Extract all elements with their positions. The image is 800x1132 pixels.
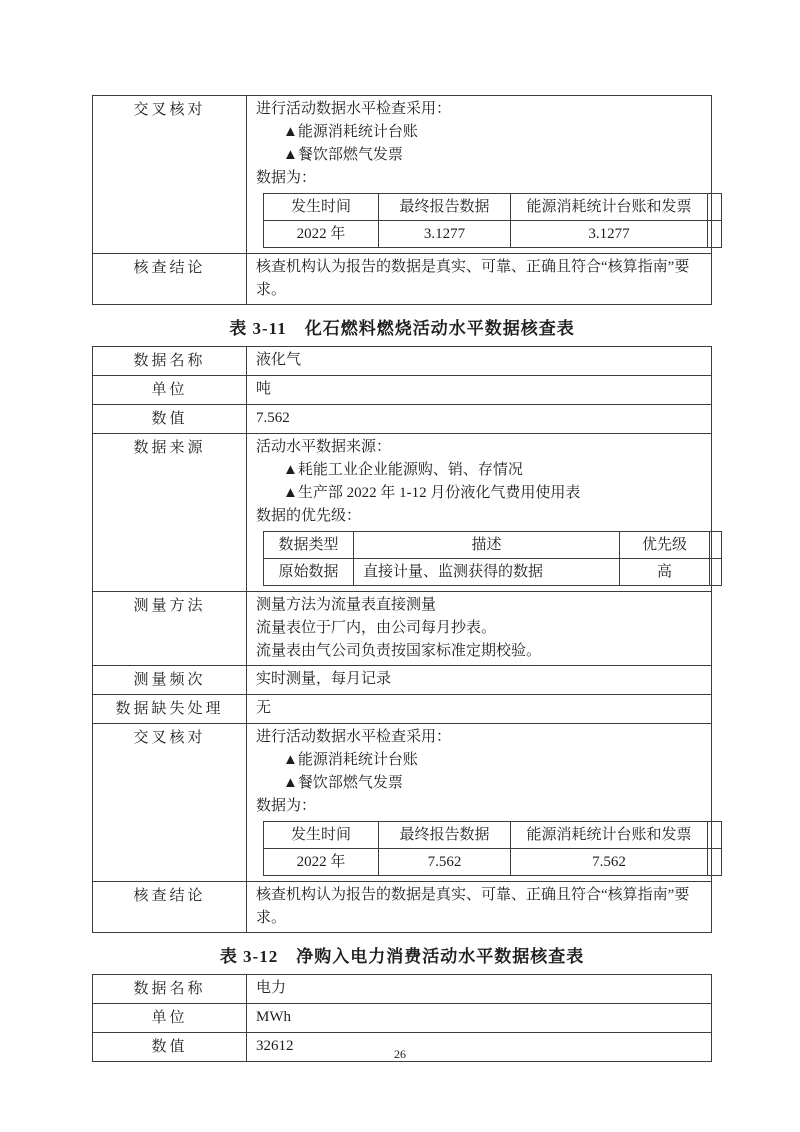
cross-check-data-label: 数据为：	[256, 170, 317, 186]
cross-check-item: ▲能源消耗统计台账	[283, 752, 418, 768]
empty-stub-cell	[708, 849, 722, 876]
column-header: 描述	[354, 532, 620, 559]
priority-table	[263, 531, 722, 586]
column-header: 数据类型	[264, 532, 354, 559]
document-page	[92, 95, 712, 1062]
conclusion-label: 核查结论	[93, 882, 247, 933]
column-header: 最终报告数据	[379, 194, 511, 221]
cross-check-item: ▲餐饮部燃气发票	[283, 147, 403, 163]
table-3-11-title: 表 3-11 化石燃料燃烧活动水平数据核查表	[229, 319, 575, 338]
table-data-row	[264, 559, 722, 586]
table-row	[93, 347, 712, 376]
cross-check-data-label: 数据为：	[256, 798, 317, 814]
method-line: 测量方法为流量表直接测量	[256, 597, 437, 613]
table-row	[93, 724, 712, 882]
value-value: 7.562	[247, 405, 712, 434]
cross-check-cell	[247, 724, 712, 882]
table-3-12-title: 表 3-12 净购入电力消费活动水平数据核查表	[219, 947, 585, 966]
table-row	[93, 666, 712, 695]
data-cell: 高	[620, 559, 710, 586]
missing-data-value: 无	[247, 695, 712, 724]
data-cell: 3.1277	[379, 221, 511, 248]
table-data-row	[264, 849, 722, 876]
table-header-row	[264, 194, 722, 221]
data-name-value: 液化气	[247, 347, 712, 376]
table-row	[93, 405, 712, 434]
conclusion-cell: 核查机构认为报告的数据是真实、可靠、正确且符合“核算指南”要求。	[247, 254, 712, 305]
data-cell: 2022 年	[264, 849, 379, 876]
column-header: 发生时间	[264, 822, 379, 849]
frequency-value: 实时测量，每月记录	[247, 666, 712, 695]
data-cell: 直接计量、监测获得的数据	[354, 559, 620, 586]
frequency-label: 测量频次	[93, 666, 247, 695]
table-3-11	[92, 346, 712, 933]
source-item: ▲生产部 2022 年 1-12 月份液化气费用使用表	[283, 485, 581, 501]
data-cell: 原始数据	[264, 559, 354, 586]
column-header: 能源消耗统计台账和发票	[511, 822, 708, 849]
unit-label: 单位	[93, 1004, 247, 1033]
value-value: 32612	[247, 1033, 712, 1062]
data-cell: 3.1277	[511, 221, 708, 248]
empty-stub-cell	[710, 532, 722, 559]
table-data-row	[264, 221, 722, 248]
data-name-value: 电力	[247, 975, 712, 1004]
priority-intro: 数据的优先级：	[256, 508, 362, 524]
empty-stub-cell	[708, 822, 722, 849]
table-header-row	[264, 822, 722, 849]
unit-value: MWh	[247, 1004, 712, 1033]
cross-check-data-table	[263, 821, 722, 876]
table-row	[93, 882, 712, 933]
data-name-label: 数据名称	[93, 975, 247, 1004]
table-row	[93, 376, 712, 405]
cross-check-intro: 进行活动数据水平检查采用：	[256, 101, 452, 117]
missing-data-label: 数据缺失处理	[93, 695, 247, 724]
cross-check-intro: 进行活动数据水平检查采用：	[256, 729, 452, 745]
data-name-label: 数据名称	[93, 347, 247, 376]
column-header: 发生时间	[264, 194, 379, 221]
data-source-label: 数据来源	[93, 434, 247, 592]
cross-check-label: 交叉核对	[93, 724, 247, 882]
table-row	[93, 254, 712, 305]
conclusion-label: 核查结论	[93, 254, 247, 305]
unit-value: 吨	[247, 376, 712, 405]
empty-stub-cell	[708, 194, 722, 221]
value-label: 数值	[93, 1033, 247, 1062]
table-row	[93, 695, 712, 724]
table-row	[93, 434, 712, 592]
empty-stub-cell	[710, 559, 722, 586]
cross-check-item: ▲餐饮部燃气发票	[283, 775, 403, 791]
method-label: 测量方法	[93, 592, 247, 666]
method-line: 流量表由气公司负责按国家标准定期校验。	[256, 643, 542, 659]
conclusion-cell: 核查机构认为报告的数据是真实、可靠、正确且符合“核算指南”要求。	[247, 882, 712, 933]
method-cell	[247, 592, 712, 666]
value-label: 数值	[93, 405, 247, 434]
cross-check-label: 交叉核对	[93, 96, 247, 254]
method-line: 流量表位于厂内，由公司每月抄表。	[256, 620, 497, 636]
source-item: ▲耗能工业企业能源购、销、存情况	[283, 462, 523, 478]
unit-label: 单位	[93, 376, 247, 405]
column-header: 优先级	[620, 532, 710, 559]
page-number: 26	[394, 1047, 406, 1061]
cross-check-data-table	[263, 193, 722, 248]
table-continuation	[92, 95, 712, 305]
source-intro: 活动水平数据来源：	[256, 439, 392, 455]
data-cell: 2022 年	[264, 221, 379, 248]
empty-stub-cell	[708, 221, 722, 248]
table-row	[93, 975, 712, 1004]
data-source-cell	[247, 434, 712, 592]
cross-check-cell	[247, 96, 712, 254]
table-row	[93, 96, 712, 254]
column-header: 最终报告数据	[379, 822, 511, 849]
table-row	[93, 592, 712, 666]
cross-check-item: ▲能源消耗统计台账	[283, 124, 418, 140]
table-header-row	[264, 532, 722, 559]
data-cell: 7.562	[379, 849, 511, 876]
data-cell: 7.562	[511, 849, 708, 876]
column-header: 能源消耗统计台账和发票	[511, 194, 708, 221]
table-row	[93, 1004, 712, 1033]
